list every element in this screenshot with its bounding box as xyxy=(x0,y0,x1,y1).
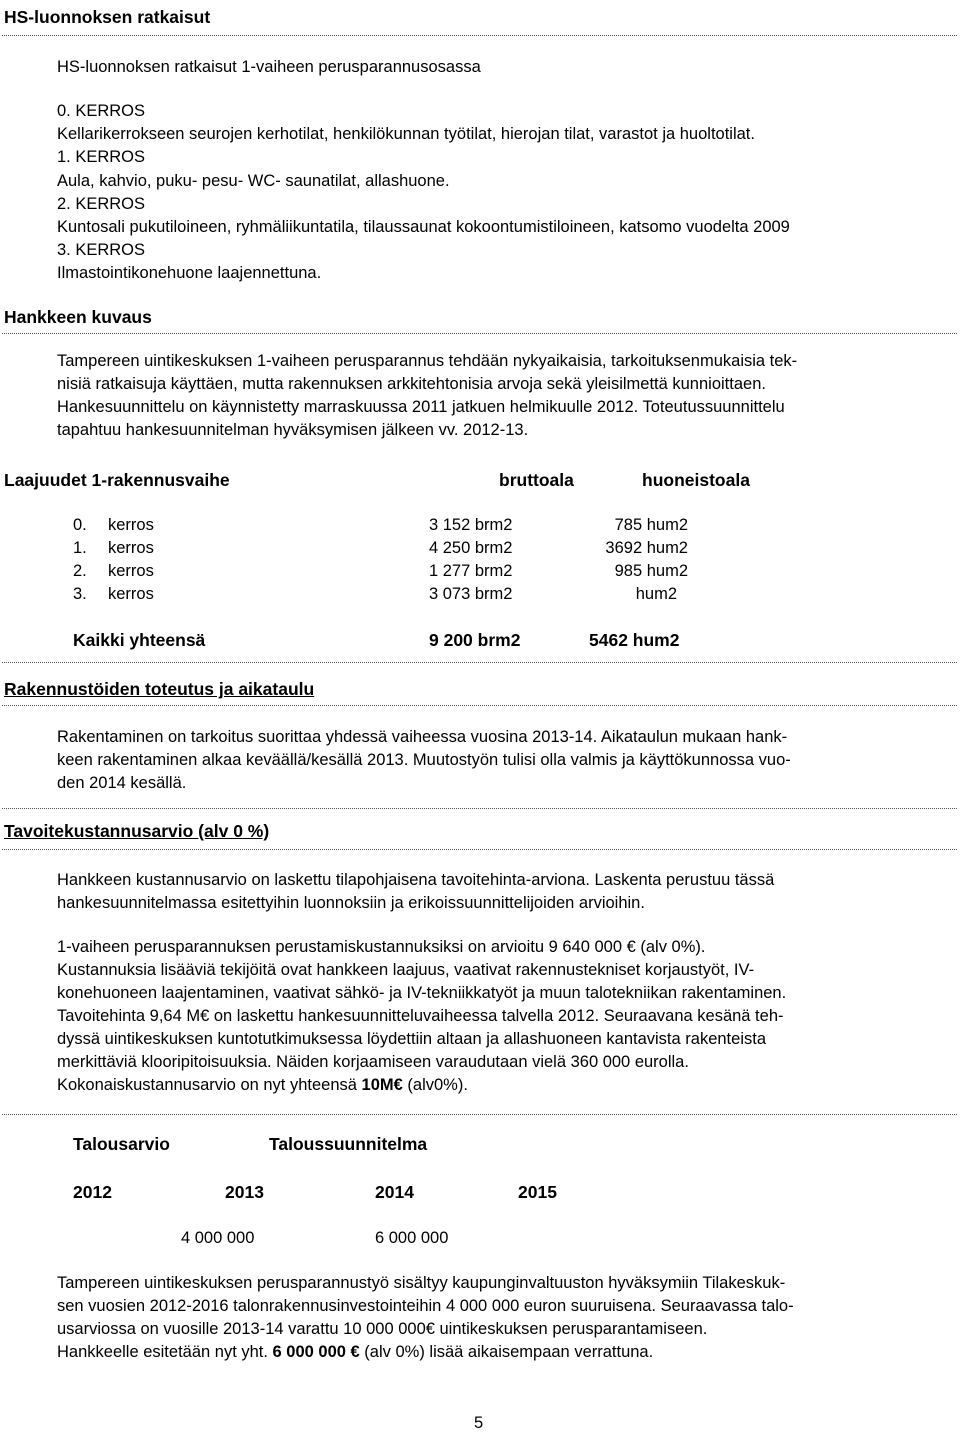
brutto-value: 4 250 brm2 xyxy=(429,539,513,557)
floor-number: 2. xyxy=(73,562,87,580)
kuvaus-line: tapahtuu hankesuunnitelman hyväksymisen jälkeen vv. 2012-13. xyxy=(57,421,529,439)
total-huoneisto: 5462 hum2 xyxy=(589,630,680,650)
floor-number: 0. xyxy=(73,516,87,534)
hs-line: 3. KERROS xyxy=(57,241,146,260)
hs-line: Aula, kahvio, puku- pesu- WC- saunatilat, allashuone. xyxy=(57,171,450,190)
toteutus-line: keen rakentaminen alkaa keväällä/kesällä 2013. Muutostyön tulisi olla valmis ja käyttökunnossa vuo- xyxy=(57,751,791,769)
year-label: 2012 xyxy=(73,1182,112,1202)
divider xyxy=(2,662,957,663)
section-heading-hs: HS-luonnoksen ratkaisut xyxy=(4,7,211,27)
kustannus-line: 1-vaiheen perusparannuksen perustamiskustannuksiksi on arvioitu 9 640 000 € (alv 0%). xyxy=(57,938,706,956)
toteutus-line: Rakentaminen on tarkoitus suorittaa yhdessä vaiheessa vuosina 2013-14. Aikataulun mukaan hank- xyxy=(57,728,788,746)
budget-amount: 4 000 000 xyxy=(181,1229,255,1247)
floor-name: kerros xyxy=(108,562,154,580)
brutto-value: 3 073 brm2 xyxy=(429,585,513,603)
huoneisto-value: 985 hum2 xyxy=(614,562,688,580)
divider xyxy=(2,808,957,809)
year-label: 2015 xyxy=(518,1182,557,1202)
total-label: Kaikki yhteensä xyxy=(73,630,206,650)
kustannus-line: Tavoitehinta 9,64 M€ on laskettu hankesuunnitteluvaiheessa talvella 2012. Seuraavana kesänä teh- xyxy=(57,1007,784,1025)
col-header-huoneistoala: huoneistoala xyxy=(642,470,750,490)
kustannus-paragraph-1 xyxy=(57,869,774,915)
hs-line: Kuntosali pukutiloineen, ryhmäliikuntatila, tilaussaunat kokoontumistiloineen, katsomo vuodelta 2009 xyxy=(57,218,790,237)
kuvaus-paragraph xyxy=(57,350,797,442)
hs-subtitle: HS-luonnoksen ratkaisut 1-vaiheen perusparannusosassa xyxy=(57,58,481,76)
section-heading-kustannus: Tavoitekustannusarvio (alv 0 %) xyxy=(4,821,270,841)
kustannus-line: Hankkeen kustannusarvio on laskettu tilapohjaisena tavoitehinta-arviona. Laskenta perustuu tässä xyxy=(57,871,775,889)
hs-line: Kellarikerrokseen seurojen kerhotilat, henkilökunnan työtilat, hierojan tilat, varastot ja huoltotilat. xyxy=(57,125,755,144)
total-prefix: Kokonaiskustannusarvio on nyt yhteensä xyxy=(57,1076,362,1094)
kustannus-total-line xyxy=(57,1074,786,1097)
brutto-value: 3 152 brm2 xyxy=(429,516,513,534)
floor-number: 1. xyxy=(73,539,87,557)
divider xyxy=(2,705,957,706)
divider xyxy=(2,849,957,850)
last-prefix: Hankkeelle esitetään nyt yht. xyxy=(57,1343,273,1361)
page-number: 5 xyxy=(474,1414,484,1432)
year-label: 2013 xyxy=(225,1182,264,1202)
total-suffix: (alv0%). xyxy=(402,1076,468,1094)
floor-number: 3. xyxy=(73,585,87,603)
kuvaus-line: Tampereen uintikeskuksen 1-vaiheen perusparannus tehdään nykyaikaisia, tarkoituksenmukaisia tek- xyxy=(57,352,798,370)
kustannus-paragraph-2 xyxy=(57,936,786,1097)
talous-line: sen vuosien 2012-2016 talonrakennusinvestointeihin 4 000 000 euron suuruisena. Seuraavassa talo- xyxy=(57,1297,794,1315)
last-suffix: (alv 0%) lisää aikaisempaan verrattuna. xyxy=(359,1343,654,1361)
hs-floor-list xyxy=(57,100,790,286)
huoneisto-value: hum2 xyxy=(635,585,677,603)
budget-amount: 6 000 000 xyxy=(375,1229,449,1247)
huoneisto-value: 3692 hum2 xyxy=(605,539,688,557)
kuvaus-line: Hankesuunnittelu on käynnistetty marraskuussa 2011 jatkuen helmikuulle 2012. Toteutussuunnittelu xyxy=(57,398,785,416)
hs-line: 0. KERROS xyxy=(57,102,146,120)
talous-last-line xyxy=(57,1341,794,1364)
toteutus-line: den 2014 kesällä. xyxy=(57,774,187,792)
section-heading-kuvaus: Hankkeen kuvaus xyxy=(4,307,152,327)
talous-line: usarviossa on vuosille 2013-14 varattu 10 000 000€ uintikeskuksen perusparantamiseen. xyxy=(57,1320,708,1338)
brutto-value: 1 277 brm2 xyxy=(429,562,513,580)
kustannus-line: konehuoneen laajentaminen, vaativat sähkö- ja IV-tekniikkatyöt ja muun talotekniikan rakentaminen. xyxy=(57,984,787,1002)
talous-paragraph xyxy=(57,1272,794,1364)
hs-line: 1. KERROS xyxy=(57,148,146,167)
kustannus-line: merkittäviä klooripitoisuuksia. Näiden korjaamiseen varaudutaan vielä 360 000 eurolla. xyxy=(57,1053,689,1071)
floor-name: kerros xyxy=(108,516,154,534)
floor-name: kerros xyxy=(108,585,154,603)
year-label: 2014 xyxy=(375,1182,414,1202)
divider xyxy=(2,333,957,334)
huoneisto-value: 785 hum2 xyxy=(614,516,688,534)
total-brutto: 9 200 brm2 xyxy=(429,630,521,650)
kuvaus-line: nisiä ratkaisuja käyttäen, mutta rakennuksen arkkitehtonisia arvoja sekä yleisilmettä kunnioittaen. xyxy=(57,375,766,393)
divider xyxy=(2,35,957,36)
divider xyxy=(2,1114,957,1115)
talous-line: Tampereen uintikeskuksen perusparannustyö sisältyy kaupunginvaltuuston hyväksymiin Tilakeskuk- xyxy=(57,1274,786,1292)
kustannus-line: Kustannuksia lisääviä tekijöitä ovat hankkeen laajuus, vaativat rakennustekniset korjaustyöt, IV- xyxy=(57,961,755,979)
col-header-bruttoala: bruttoala xyxy=(499,470,574,490)
last-value: 6 000 000 € xyxy=(272,1343,360,1361)
total-value: 10M€ xyxy=(361,1076,403,1094)
col-header-talousarvio: Talousarvio xyxy=(73,1134,170,1154)
floor-name: kerros xyxy=(108,539,154,557)
hs-line: Ilmastointikonehuone laajennettuna. xyxy=(57,264,322,283)
col-header-taloussuunnitelma: Taloussuunnitelma xyxy=(269,1134,428,1154)
kustannus-line: hankesuunnitelmassa esitettyihin luonnoksiin ja erikoissuunnittelijoiden arvioihin. xyxy=(57,894,645,912)
toteutus-paragraph xyxy=(57,726,791,795)
section-heading-toteutus: Rakennustöiden toteutus ja aikataulu xyxy=(4,679,315,699)
kustannus-line: dyssä uintikeskuksen kuntotutkimuksessa löydettiin altaan ja allashuoneen kantavista rakenteista xyxy=(57,1030,766,1048)
section-heading-laajuudet: Laajuudet 1-rakennusvaihe xyxy=(4,470,230,490)
hs-line: 2. KERROS xyxy=(57,194,146,213)
